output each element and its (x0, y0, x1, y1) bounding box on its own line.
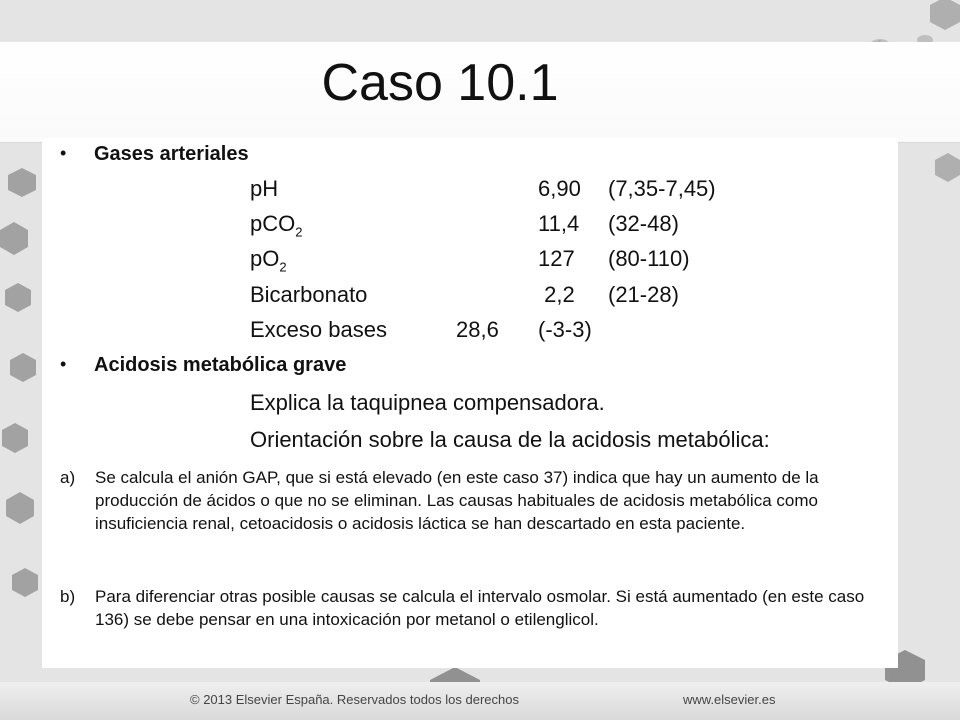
row-name-pco2: pCO$_2$ (250, 211, 303, 240)
item-marker-a: a) (60, 468, 76, 487)
footer-url[interactable]: www.elsevier.es (683, 692, 776, 707)
row-name-po2: $pO_2$ (250, 246, 287, 275)
row-range-pco2: (32-48) (608, 211, 679, 236)
row-value-ph: 6,90 (538, 176, 581, 201)
row-range-bicarbonato: (21-28) (608, 282, 679, 307)
explanation-line-1: Explica la taquipnea compensadora. (250, 390, 605, 415)
row-range-po2: (80-110) (608, 246, 690, 271)
row-name-exceso-bases: Exceso bases (250, 317, 387, 342)
row-value-bicarbonato: 2,2 (538, 282, 575, 307)
row-range-ph: (7,35-7,45) (608, 176, 716, 201)
section-label-gases: Gases arteriales (94, 143, 249, 165)
row-value-po2: 127 (538, 246, 575, 271)
bullet-dot: • (60, 354, 67, 374)
footer-copyright: © 2013 Elsevier España. Reservados todos los derechos (190, 692, 519, 707)
item-marker-b: b) (60, 587, 76, 606)
row-range-exceso-bases: (-3-3) (538, 317, 592, 342)
item-text-a: Se calcula el anión GAP, que si está elevado (en este caso 37) indica que hay un aumento de la producción de ácidos o que no se eliminan. Las causas habituales de acidosis metabólica como insuficiencia renal, cetoacidosis o acidosis láctica se han descartado en esta paciente. (95, 468, 819, 533)
row-value-exceso-bases: 28,6 (456, 317, 499, 342)
bullet-dot: • (60, 143, 67, 163)
explanation-line-2: Orientación sobre la causa de la acidosis metabólica: (250, 427, 770, 452)
slide-title: Caso 10.1 (321, 54, 559, 112)
item-text-b: Para diferenciar otras posible causas se calcula el intervalo osmolar. Si está aumentado (en este caso 136) se debe pensar en una intoxicación por metanol o etilenglicol. (95, 587, 865, 629)
row-name-ph: pH (250, 176, 279, 201)
row-value-pco2: 11,4 (538, 211, 580, 236)
row-name-bicarbonato: Bicarbonato (250, 282, 368, 307)
section-label-acidosis: Acidosis metabólica grave (94, 354, 347, 376)
